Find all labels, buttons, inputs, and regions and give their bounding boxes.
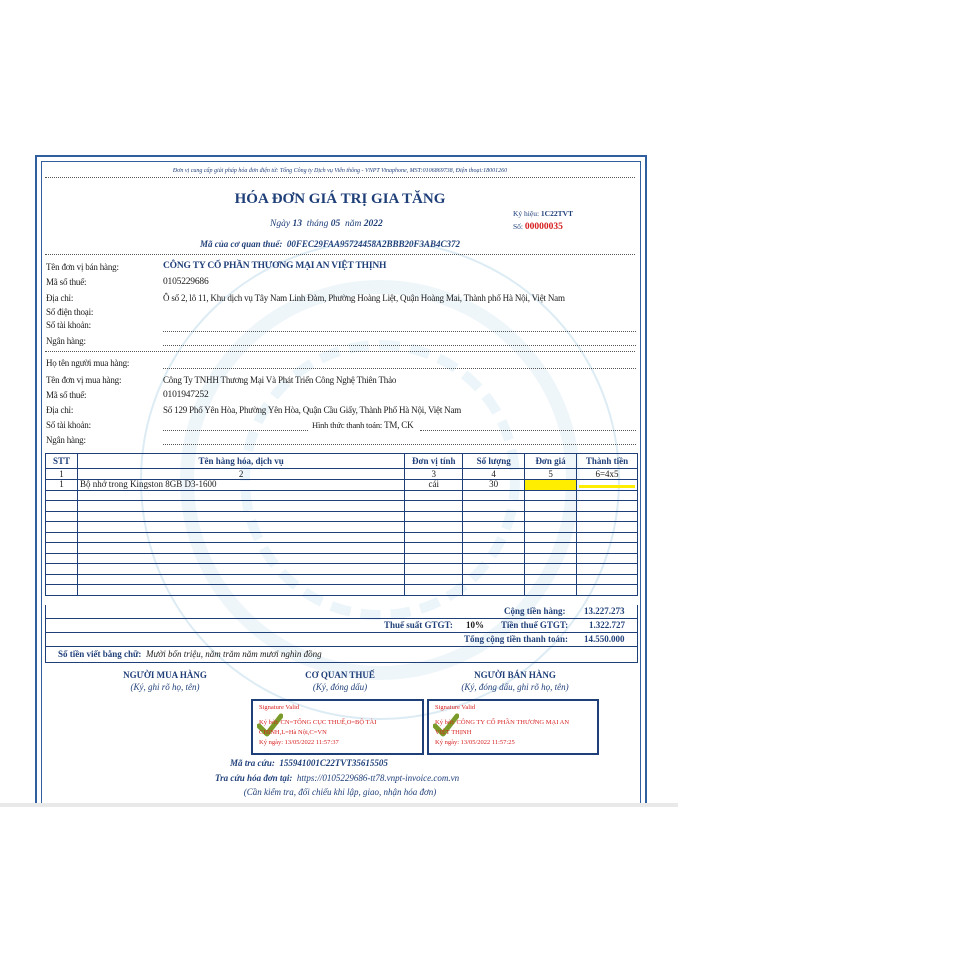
page-blank-area — [0, 807, 960, 960]
seller-sign-sub: (Ký, đóng dấu, ghi rõ họ, tên) — [461, 682, 569, 692]
buyer-address: Số 129 Phố Yên Hòa, Phường Yên Hòa, Quận Cầu Giấy, Thành Phố Hà Nội, Việt Nam — [163, 405, 462, 415]
divider — [45, 351, 635, 352]
table-row-empty — [46, 564, 638, 575]
invoice-symbol: Ký hiệu: 1C22TVT — [513, 209, 574, 218]
vat-row — [45, 619, 638, 633]
signature-line: Ký bởi: CÔNG TY CỔ PHẦN THƯƠNG MẠI AN — [435, 719, 570, 726]
invoice-number: Số: 00000035 — [513, 222, 563, 232]
buyer-sign-title: NGƯỜI MUA HÀNG — [123, 670, 207, 680]
index-cell: 2 — [77, 469, 404, 480]
row-stt: 1 — [46, 480, 78, 491]
row-unit: cái — [405, 480, 463, 491]
index-cell: 1 — [46, 469, 78, 480]
signature-date: Ký ngày: 13/05/2022 11:57:37 — [259, 739, 339, 746]
buyer-name: Công Ty TNHH Thương Mại Và Phát Triển Công Nghệ Thiên Thảo — [163, 375, 397, 385]
signature-date: Ký ngày: 13/05/2022 11:57:25 — [435, 739, 515, 746]
vat-amount-label: Tiền thuế GTGT: — [501, 620, 569, 630]
buyer-tax-label: Mã số thuế: — [46, 390, 87, 400]
seller-address: Ô số 2, lô 11, Khu dịch vụ Tây Nam Linh Đàm, Phường Hoàng Liệt, Quận Hoàng Mai, Thành phố Hà Nội, Việt Nam — [163, 293, 565, 303]
words-value: Mười bốn triệu, năm trăm năm mươi nghìn đồng — [146, 649, 322, 659]
seller-tax-label: Mã số thuế: — [46, 277, 87, 287]
row-qty: 30 — [463, 480, 525, 491]
header-qty: Số lượng — [463, 454, 525, 469]
divider — [45, 177, 635, 178]
buyer-sign-sub: (Ký, ghi rõ họ, tên) — [130, 682, 200, 692]
seller-bank-label: Ngân hàng: — [46, 336, 86, 346]
header-stt: STT — [46, 454, 78, 469]
buyer-person-line — [163, 368, 636, 369]
subtotal-row — [45, 605, 638, 619]
tax-sign-sub: (Ký, đóng dấu) — [312, 682, 368, 692]
subtotal-label: Cộng tiền hàng: — [504, 606, 566, 616]
buyer-account-line — [163, 430, 308, 431]
header-amount: Thành tiền — [577, 454, 638, 469]
footer-note: (Cần kiểm tra, đối chiếu khi lập, giao, nhận hóa đơn) — [243, 787, 437, 797]
lookup-code: Mã tra cứu: 155941001C22TVT35615505 — [230, 758, 388, 768]
signature-valid-text: Signature Valid — [259, 704, 300, 711]
vat-rate-label: Thuế suất GTGT: — [384, 620, 453, 630]
table-row-empty — [46, 585, 638, 596]
row-amount-redacted — [577, 480, 638, 491]
amount-in-words-row — [45, 647, 638, 663]
vat-rate-value: 10% — [466, 620, 484, 630]
grand-total-row — [45, 633, 638, 647]
seller-bank-line — [163, 345, 636, 346]
words-label: Số tiền viết bằng chữ: — [58, 649, 142, 659]
buyer-bank-line — [163, 444, 636, 445]
lookup-url: Tra cứu hóa đơn tại: https://0105229686-tt78.vnpt-invoice.com.vn — [215, 773, 460, 783]
table-row-empty — [46, 490, 638, 501]
items-table — [45, 453, 638, 596]
table-row-empty — [46, 553, 638, 564]
invoice-title: HÓA ĐƠN GIÁ TRỊ GIA TĂNG — [234, 191, 446, 207]
seller-tax-code: 0105229686 — [163, 277, 209, 287]
index-cell: 4 — [463, 469, 525, 480]
buyer-account-label: Số tài khoản: — [46, 420, 91, 430]
tax-sign-title: CƠ QUAN THUẾ — [305, 670, 375, 680]
signature-line: Ký bởi: CN=TỔNG CỤC THUẾ,O=BỘ TÀI — [259, 719, 377, 726]
buyer-person-label: Họ tên người mua hàng: — [46, 358, 130, 368]
index-cell: 3 — [405, 469, 463, 480]
provider-note: Đơn vị cung cấp giải pháp hóa đơn điện tử: Tổng Công ty Dịch vụ Viễn thông - VNPT Vinaphone, MST:0106869738, Điện thoại:18001260 — [172, 168, 508, 174]
seller-name-label: Tên đơn vị bán hàng: — [46, 262, 119, 272]
table-index-row — [46, 469, 638, 480]
table-header-row — [46, 454, 638, 469]
payment-line — [420, 430, 636, 431]
subtotal-value: 13.227.273 — [584, 606, 625, 616]
seller-sign-title: NGƯỜI BÁN HÀNG — [474, 670, 556, 680]
seller-address-label: Địa chỉ: — [46, 293, 74, 303]
index-cell: 6=4x5 — [577, 469, 638, 480]
signature-line: VIỆT THỊNH — [435, 729, 472, 736]
divider — [45, 254, 635, 255]
header-name: Tên hàng hóa, dịch vụ — [77, 454, 404, 469]
row-name: Bộ nhớ trong Kingston 8GB D3-1600 — [77, 480, 404, 491]
grand-total-label: Tổng cộng tiền thanh toán: — [464, 634, 569, 644]
table-row-empty — [46, 522, 638, 533]
seller-account-label: Số tài khoản: — [46, 320, 91, 330]
header-price: Đơn giá — [525, 454, 577, 469]
table-row-empty — [46, 532, 638, 543]
seller-account-line — [163, 331, 636, 332]
buyer-address-label: Địa chỉ: — [46, 405, 74, 415]
row-price-redacted — [525, 480, 577, 491]
vat-amount-value: 1.322.727 — [589, 620, 625, 630]
table-row-empty — [46, 511, 638, 522]
lookup-link[interactable]: https://0105229686-tt78.vnpt-invoice.com.vn — [296, 773, 460, 783]
signature-valid-text: Signature Valid — [435, 704, 476, 711]
invoice-date: Ngày 13 tháng 05 năm 2022 — [270, 219, 383, 229]
buyer-name-label: Tên đơn vị mua hàng: — [46, 375, 122, 385]
header-unit: Đơn vị tính — [405, 454, 463, 469]
table-row — [46, 480, 638, 491]
table-row-empty — [46, 543, 638, 554]
grand-total-value: 14.550.000 — [584, 634, 625, 644]
seller-name: CÔNG TY CỔ PHẦN THƯƠNG MẠI AN VIỆT THỊNH — [163, 261, 387, 271]
payment-method: Hình thức thanh toán: TM, CK — [312, 420, 414, 430]
tax-signature-box[interactable] — [251, 699, 424, 755]
table-row-empty — [46, 501, 638, 512]
tax-authority-code: Mã của cơ quan thuế: 00FEC29FAA95724458A2BBB20F3AB4C372 — [200, 239, 461, 249]
index-cell: 5 — [525, 469, 577, 480]
signature-line: CHÍNH,L=Hà Nội,C=VN — [259, 729, 327, 736]
buyer-tax-code: 0101947252 — [163, 390, 209, 400]
seller-phone-label: Số điện thoại: — [46, 307, 94, 317]
seller-signature-box[interactable] — [427, 699, 599, 755]
buyer-bank-label: Ngân hàng: — [46, 435, 86, 445]
table-row-empty — [46, 574, 638, 585]
